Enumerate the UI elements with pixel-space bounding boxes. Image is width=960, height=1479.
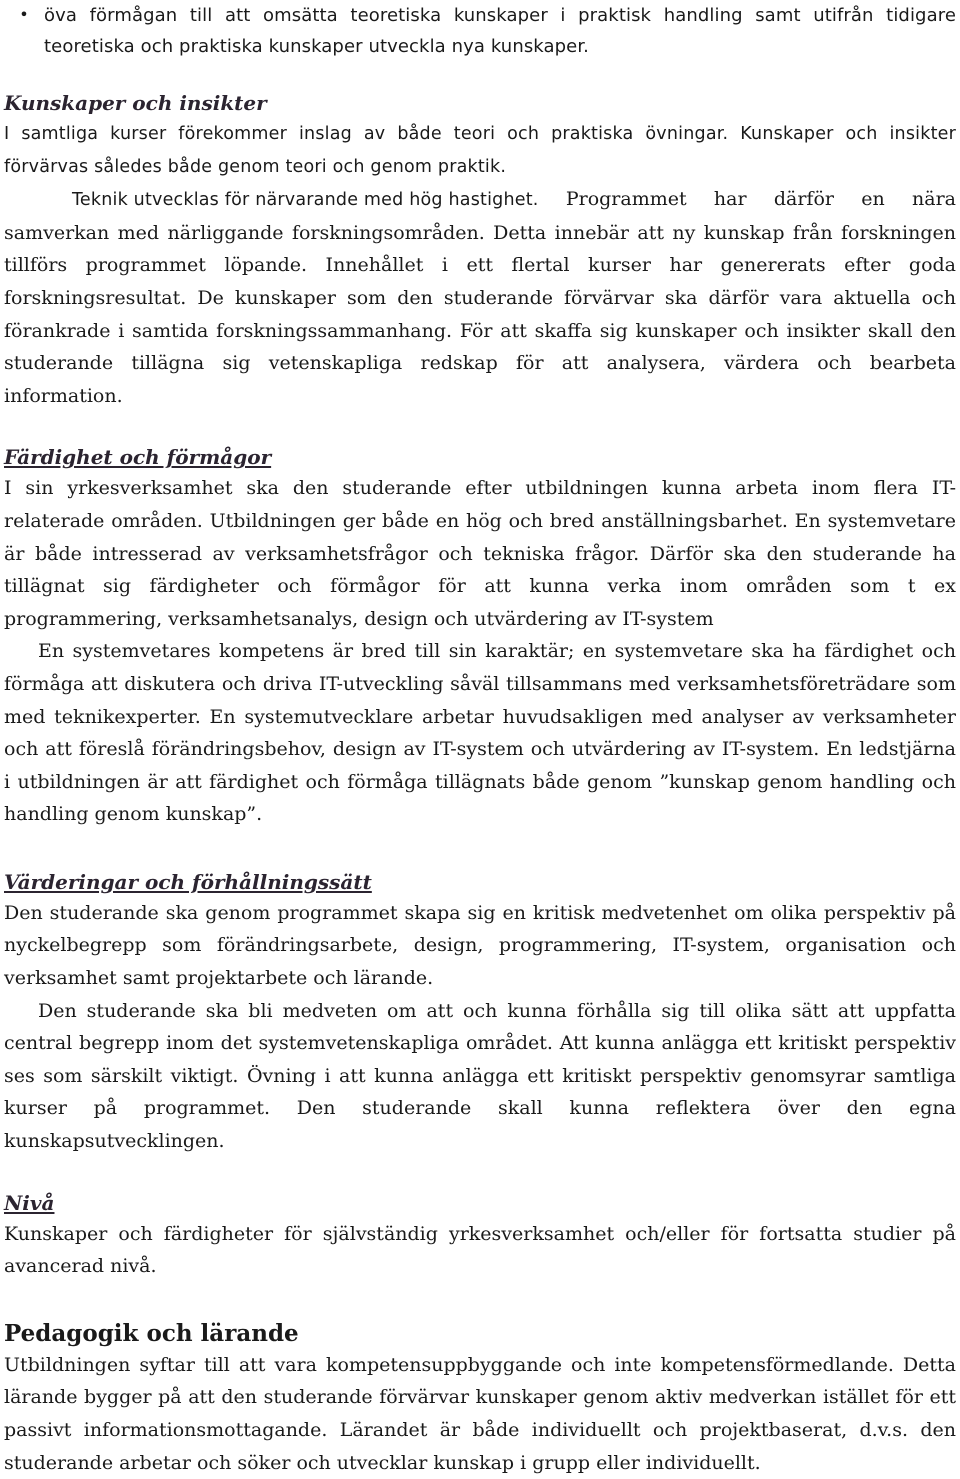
heading-level: Nivå (4, 1190, 55, 1215)
skills-paragraph-1: I sin yrkesverksamhet ska den studerande efter utbildningen kunna arbeta inom flera IT-relaterade områden. Utbildningen ger både en hög och bred anställningsbarhet. En systemvetare är både intresserad av verksamhetsfrågor och tekniska frågor. Därför ska den studerande ha tillägnat sig färdigheter och förmågor för att kunna verka inom områden som t ex programmering, verksamhetsanalys, design och utvärdering av IT-system (4, 477, 956, 630)
level-paragraph: Kunskaper och färdigheter för självständig yrkesverksamhet och/eller för fortsatta studier på avancerad nivå. (4, 1222, 956, 1278)
bullet-symbol: • (19, 5, 29, 24)
bullet-text: öva förmågan till att omsätta teoretiska kunskaper i praktisk handling samt utifrån tidigare teoretiska och praktiska kunskaper utveckla nya kunskaper. (44, 5, 956, 57)
pedagogy-paragraph: Utbildningen syftar till att vara kompetensuppbyggande och inte kompetensförmedlande. Detta lärande bygger på att den studerande förvärvar kunskaper genom aktiv medverkan istället för ett passivt informationsmottagande. Lärandet är både individuellt och projektbaserat, d.v.s. den studerande arbetar och söker och utvecklar kunskap i grupp eller individuellt. (4, 1353, 956, 1474)
values-paragraph-2: Den studerande ska bli medveten om att och kunna förhålla sig till olika sätt att uppfatta central begrepp inom det systemvetenskapliga området. Att kunna anlägga ett kritiskt perspektiv ses som särskilt viktigt. Övning i att kunna anlägga ett kritiskt perspektiv genomsyrar samtliga kurser på programmet. Den studerande skall kunna reflektera över den egna kunskapsutvecklingen. (4, 999, 956, 1153)
values-paragraph-1: Den studerande ska genom programmet skapa sig en kritisk medvetenhet om olika perspektiv på nyckelbegrepp som förändringsarbete, design, programmering, IT-system, organisation och verksamhet samt projektarbete och lärande. (4, 901, 956, 990)
skills-paragraph-2: En systemvetares kompetens är bred till sin karaktär; en systemvetare ska ha färdighet och förmåga att diskutera och driva IT-utveckling såväl tillsammans med verksamhetsföreträdare som med teknikexperter. En systemutvecklare arbetar huvudsakligen med analyser av verksamheter och att föreslå förändringsbehov, design av IT-system och utvärdering av IT-system. En ledstjärna i utbildningen är att färdighet och förmåga tillägnats både genom ”kunskap genom handling och handling genom kunskap”. (4, 640, 956, 826)
heading-values: Värderingar och förhållningssätt (4, 869, 372, 894)
knowledge-paragraph-2 (4, 183, 956, 412)
knowledge-paragraph-1: I samtliga kurser förekommer inslag av både teori och praktiska övningar. Kunskaper och insikter förvärvas således både genom teori och genom praktik. (4, 124, 956, 177)
heading-skills: Färdighet och förmågor (4, 445, 272, 470)
knowledge-line-2: Teknik utvecklas för närvarande med hög hastighet. (72, 190, 539, 211)
heading-knowledge: Kunskaper och insikter (4, 91, 267, 115)
document-page (4, 0, 956, 1479)
knowledge-rest: Programmet har därför en nära samverkan med närliggande forskningsområden. Detta innebär att ny kunskap från forskningen tillförs programmet löpande. Innehållet i ett flertal kurser har genererats efter goda forskningsresultat. De kunskaper som den studerande förvärvar ska därför vara aktuella och förankrade i samtida forskningssammanhang. För att skaffa sig kunskaper och insikter skall den studerande tillägna sig vetenskapliga redskap för att analysera, värdera och bearbeta information. (4, 188, 956, 407)
bullet-item (4, 0, 956, 62)
heading-pedagogy: Pedagogik och lärande (4, 1319, 299, 1347)
